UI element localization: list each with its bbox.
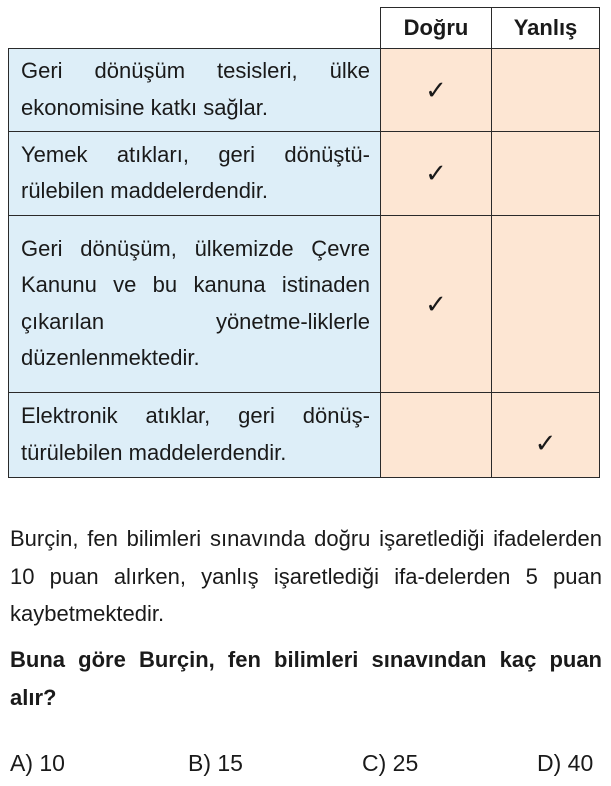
option-b[interactable]: B) 15 bbox=[188, 750, 243, 776]
table-row bbox=[9, 216, 600, 393]
wrong-cell bbox=[492, 216, 600, 393]
checkmark-icon: ✓ bbox=[425, 158, 447, 188]
wrong-cell bbox=[492, 393, 600, 478]
header-blank-cell bbox=[9, 8, 381, 49]
problem-paragraph: Burçin, fen bilimleri sınavında doğru işaretlediği ifadelerden 10 puan alırken, yanlış işaretlediği ifa-delerden 5 puan kaybetmektedir. bbox=[10, 526, 602, 626]
true-false-table bbox=[8, 7, 600, 478]
table-header-row bbox=[9, 8, 600, 49]
correct-cell bbox=[381, 132, 492, 216]
statement-cell: Geri dönüşüm, ülkemizde Çevre Kanunu ve bu kanuna istinaden çıkarılan yönetme-liklerle düzenlenmektedir. bbox=[9, 216, 381, 393]
option-d[interactable]: D) 40 bbox=[537, 750, 594, 776]
correct-cell bbox=[381, 393, 492, 478]
checkmark-icon: ✓ bbox=[425, 74, 447, 105]
checkmark-icon: ✓ bbox=[534, 427, 557, 458]
statement-cell: Yemek atıkları, geri dönüştü-rülebilen maddelerdendir. bbox=[9, 132, 381, 216]
header-wrong: Yanlış bbox=[492, 8, 600, 49]
option-c[interactable]: C) 25 bbox=[362, 750, 419, 776]
statement-cell: Geri dönüşüm tesisleri, ülke ekonomisine katkı sağlar. bbox=[9, 49, 381, 132]
header-correct: Doğru bbox=[381, 8, 492, 49]
checkmark-icon: ✓ bbox=[425, 288, 447, 319]
question-text: Buna göre Burçin, fen bilimleri sınavından kaç puan alır? bbox=[10, 647, 602, 710]
table-row bbox=[9, 49, 600, 132]
table-row bbox=[9, 393, 600, 478]
wrong-cell bbox=[492, 49, 600, 132]
table-row bbox=[9, 132, 600, 216]
correct-cell bbox=[381, 216, 492, 393]
statement-cell: Elektronik atıklar, geri dönüş-türülebilen maddelerdendir. bbox=[9, 393, 381, 478]
correct-cell bbox=[381, 49, 492, 132]
wrong-cell bbox=[492, 132, 600, 216]
option-a[interactable]: A) 10 bbox=[10, 750, 65, 776]
